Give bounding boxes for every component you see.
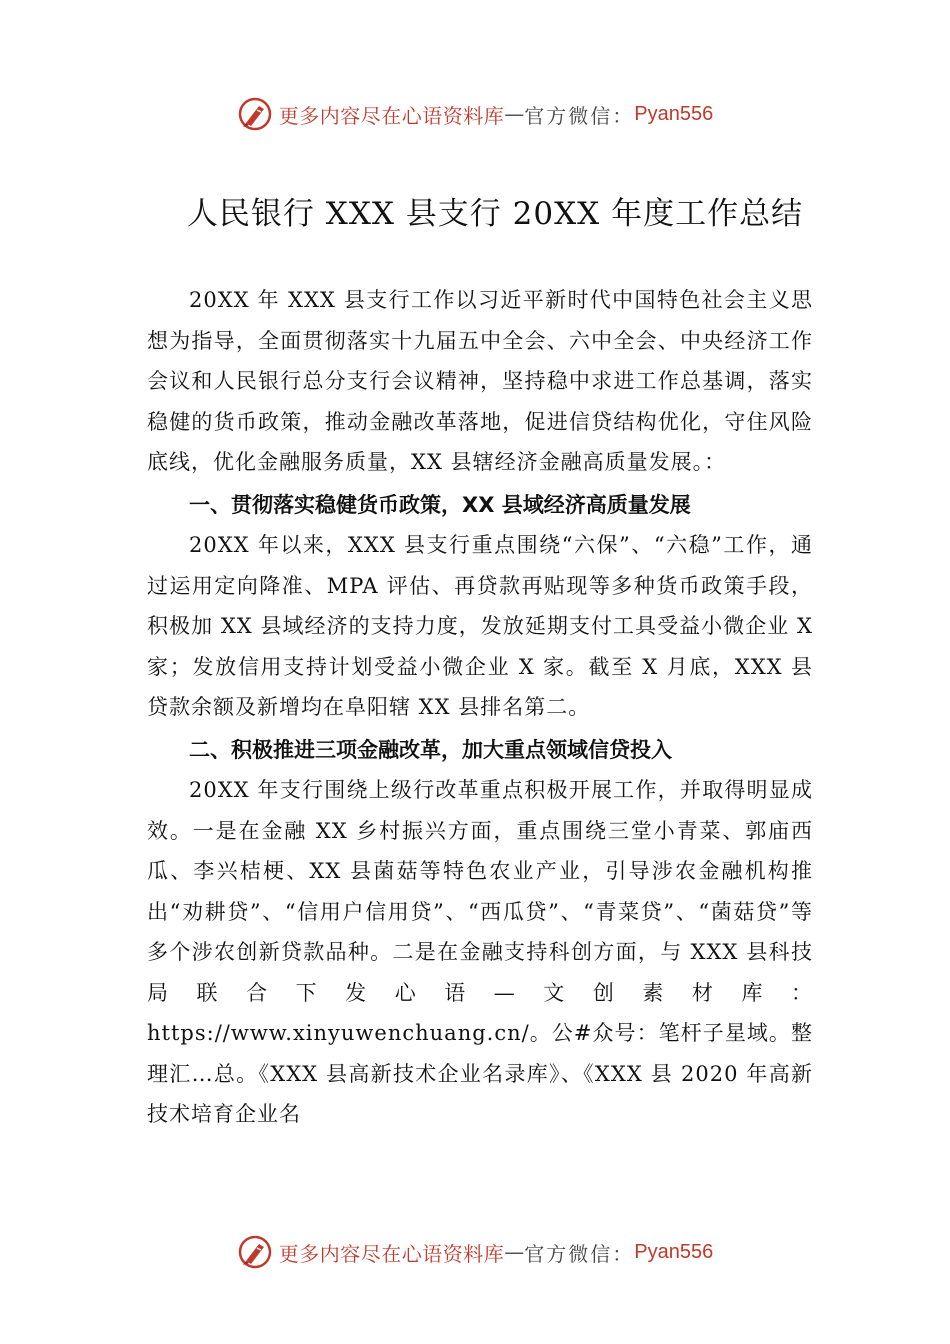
- pen-nib-logo-icon: [237, 96, 273, 132]
- brand-separator: —: [504, 1240, 525, 1264]
- section-paragraph: 20XX 年以来，XXX 县支行重点围绕“六保”、“六稳”工作，通过运用定向降准、MPA 评估、再贷款再贴现等多种货币政策手段，积极加 XX 县域经济的支持力度，发放延期支付工具受益小微企业 X 家；发放信用支持计划受益小微企业 X 家。截至 X 月底，XXX 县贷款余额及新增均在阜阳辖 XX 县排名第二。: [147, 533, 813, 719]
- contact-id: Pyan556: [634, 102, 714, 125]
- intro-paragraph: 20XX 年 XXX 县支行工作以习近平新时代中国特色社会主义思想为指导，全面贯彻落实十九届五中全会、六中全会、中央经济工作会议和人民银行总分支行会议精神，坚持稳中求进工作总基调，落实稳健的货币政策，推动金融改革落地，促进信贷结构优化，守住风险底线，优化金融服务质量，XX 县辖经济金融高质量发展。：: [147, 288, 813, 474]
- contact-label: 官方微信：: [524, 103, 635, 128]
- contact-id: Pyan556: [634, 1240, 714, 1263]
- section: [147, 485, 813, 728]
- section-heading: 一、贯彻落实稳健货币政策，XX 县域经济高质量发展: [189, 492, 691, 517]
- document-title: 人民银行 XXX 县支行 20XX 年度工作总结: [186, 196, 804, 232]
- brand-text: 更多内容尽在心语资料库: [278, 103, 505, 128]
- brand-separator: —: [504, 102, 525, 126]
- section: [147, 730, 813, 1135]
- document-body: [147, 280, 813, 1135]
- brand-text: 更多内容尽在心语资料库: [278, 1241, 505, 1266]
- contact-label: 官方微信：: [524, 1241, 635, 1266]
- section-heading: 二、积极推进三项金融改革，加大重点领域信贷投入: [189, 737, 672, 762]
- footer-watermark: [0, 1232, 950, 1272]
- section-paragraph: 20XX 年支行围绕上级行改革重点积极开展工作，并取得明显成效。一是在金融 XX 乡村振兴方面，重点围绕三堂小青菜、郭庙西瓜、李兴桔梗、XX 县菌菇等特色农业产业，引导涉农金融机构推出“劝耕贷”、“信用户信用贷”、“西瓜贷”、“青菜贷”、“菌菇贷”等多个涉农创新贷款品种。二是在金融支持科创方面，与 XXX 县科技局联合下发心语—文创素材库：https://www.xinyuwenchuang.cn/。公#众号：笔杆子星域。整理汇…总。《XXX 县高新技术企业名录库》、《XXX 县 2020 年高新技术培育企业名: [147, 778, 813, 1126]
- pen-nib-logo-icon: [237, 1234, 273, 1270]
- header-watermark: [0, 94, 950, 134]
